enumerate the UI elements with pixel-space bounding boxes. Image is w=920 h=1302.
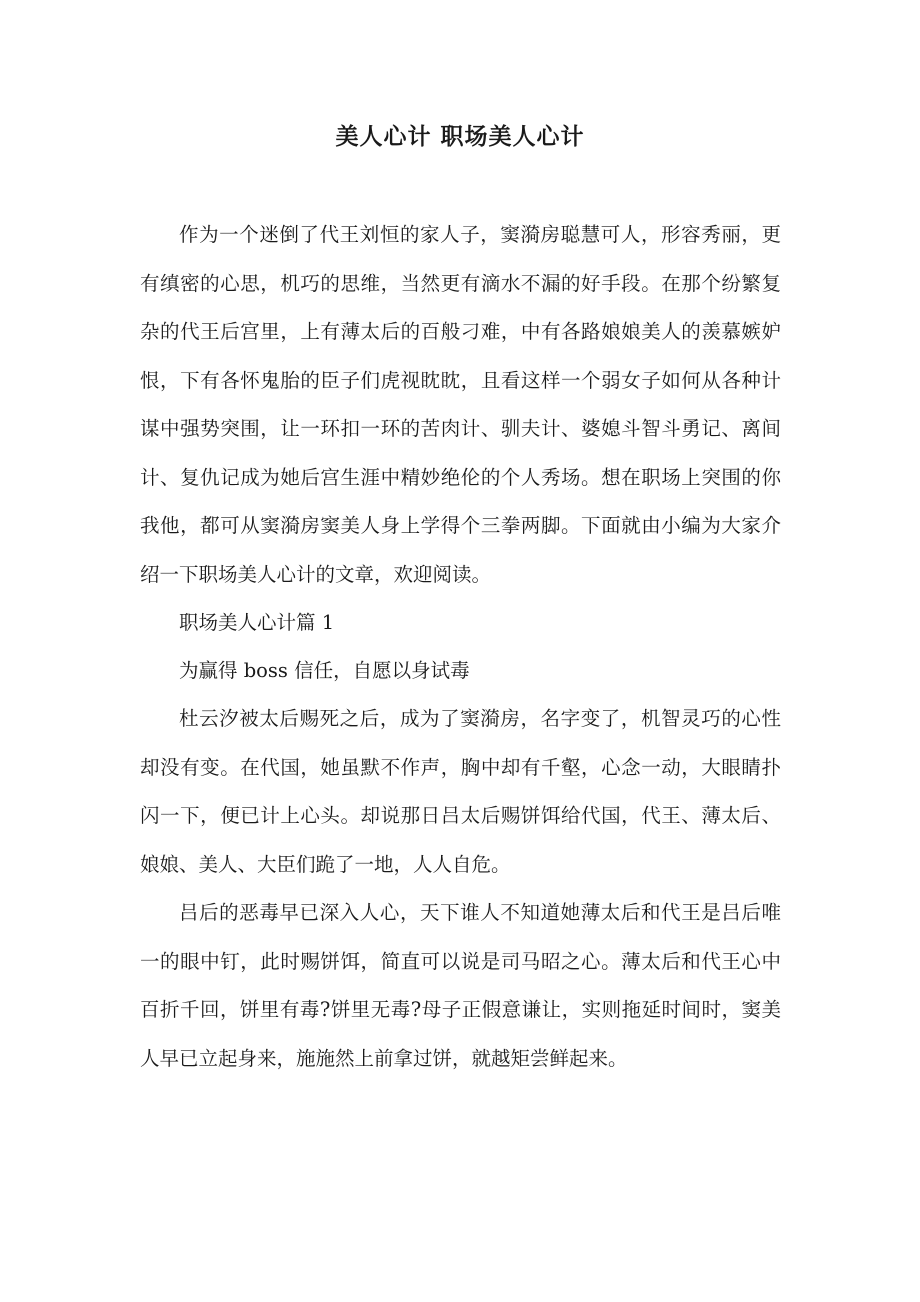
paragraph-story-1: 杜云汐被太后赐死之后，成为了窦漪房，名字变了，机智灵巧的心性却没有变。在代国，她虽默不作声，胸中却有千壑，心念一动，大眼睛扑闪一下，便已计上心头。却说那日吕太后赐饼饵给代国，代王、薄太后、娘娘、美人、大臣们跪了一地，人人自危。 bbox=[140, 707, 781, 876]
section-heading: 职场美人心计篇 1 bbox=[179, 611, 335, 634]
document-body bbox=[140, 211, 781, 1083]
document-title: 美人心计 职场美人心计 bbox=[335, 123, 585, 150]
paragraph-story-2: 吕后的恶毒早已深入人心，天下谁人不知道她薄太后和代王是吕后唯一的眼中钉，此时赐饼饵，简直可以说是司马昭之心。薄太后和代王心中百折千回，饼里有毒?饼里无毒?母子正假意谦让，实则拖延时间时，窦美人早已立起身来，施施然上前拿过饼，就越矩尝鲜起来。 bbox=[140, 901, 781, 1070]
subsection-heading: 为赢得 boss 信任，自愿以身试毒 bbox=[179, 659, 470, 682]
paragraph-intro: 作为一个迷倒了代王刘恒的家人子，窦漪房聪慧可人，形容秀丽，更有缜密的心思，机巧的思维，当然更有滴水不漏的好手段。在那个纷繁复杂的代王后宫里，上有薄太后的百般刁难，中有各路娘娘美人的羡慕嫉妒恨，下有各怀鬼胎的臣子们虎视眈眈，且看这样一个弱女子如何从各种计谋中强势突围，让一环扣一环的苦肉计、驯夫计、婆媳斗智斗勇记、离间计、复仇记成为她后宫生涯中精妙绝伦的个人秀场。想在职场上突围的你我他，都可从窦漪房窦美人身上学得个三拳两脚。下面就由小编为大家介绍一下职场美人心计的文章，欢迎阅读。 bbox=[140, 223, 781, 586]
